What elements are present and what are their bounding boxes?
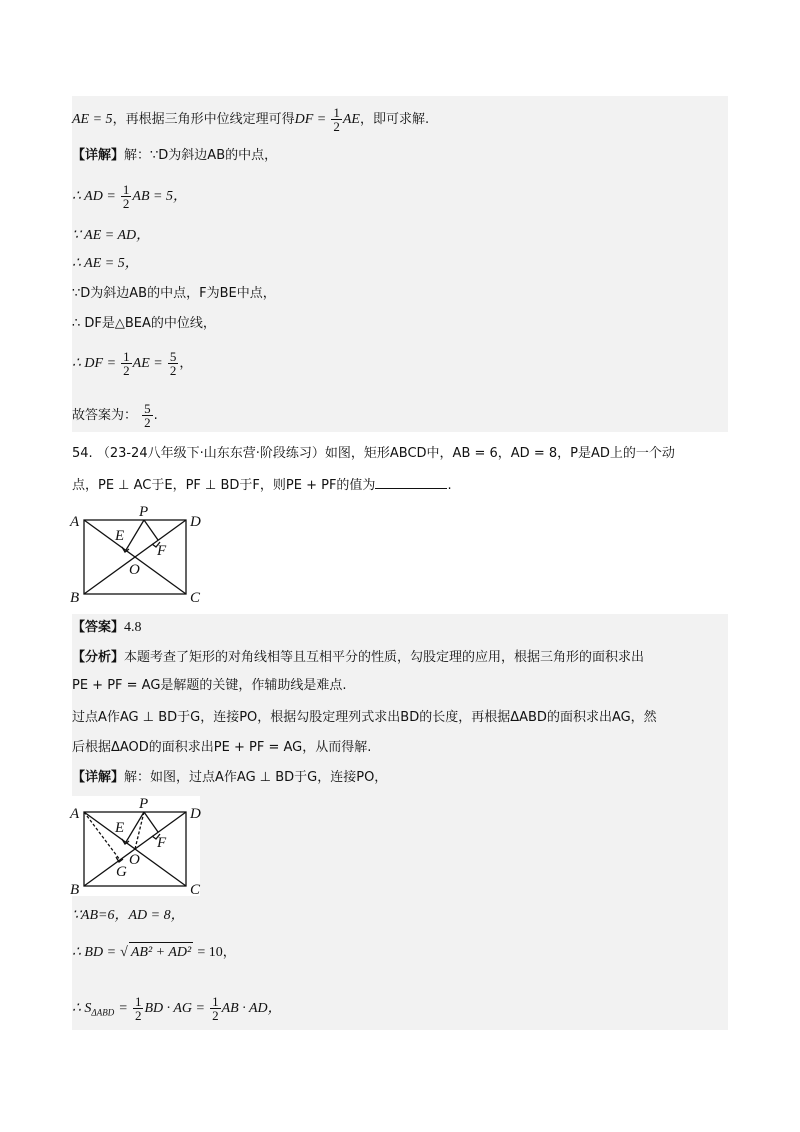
step-3: ∴ AE = 5，: [72, 256, 139, 271]
segment-pf: [144, 520, 158, 540]
label-f-2: F: [157, 835, 167, 851]
label-o-2: O: [129, 852, 140, 868]
step-5: ∴ DF是△BEA的中位线，: [72, 316, 216, 331]
fraction: $\frac{1}{2}$: [333, 105, 340, 134]
sqrt-sign: √: [120, 945, 128, 960]
q54-stem-1: 54. （23-24八年级下·山东东营·阶段练习）如图，矩形ABCD中，AB = 6，AD = 8，P是AD上的一个动: [72, 446, 675, 461]
label-o: O: [129, 562, 140, 578]
analysis-1: 【分析】本题考查了矩形的对角线相等且互相平分的性质，勾股定理的应用，根据三角形的面积求出: [72, 650, 645, 665]
calc-1: ∵AB=6，AD = 8，: [72, 908, 185, 923]
detail-2: 【详解】解：如图，过点A作AG ⊥ BD于G，连接PO，: [72, 770, 388, 785]
label-p: P: [139, 504, 149, 520]
detail-label-2: 【详解】: [72, 770, 125, 785]
figure-rectangle-2: [66, 796, 216, 900]
segment-pf-2: [144, 812, 158, 832]
label-a: A: [70, 514, 80, 530]
label-a-2: A: [70, 806, 80, 822]
label-g: G: [116, 864, 127, 880]
analysis-4: 后根据ΔAOD的面积求出PE + PF = AG，从而得解.: [72, 740, 372, 755]
answer-row: [72, 618, 142, 638]
label-b: B: [70, 590, 80, 606]
step-6: ∴ DF = $\frac{1}{2}$ AE = $\frac{5}{2}$ ，: [72, 349, 193, 378]
label-p-2: P: [139, 796, 149, 812]
label-d: D: [190, 514, 201, 530]
step-2: ∵ AE = AD，: [72, 228, 151, 243]
label-e: E: [115, 528, 125, 544]
analysis-label: 【分析】: [72, 650, 125, 665]
detail-line: 【详解】解：∵D为斜边AB的中点，: [72, 148, 278, 163]
segment-pe-2: [126, 812, 144, 842]
sqrt-body: AB² + AD²: [129, 942, 193, 963]
answer-label: 【答案】: [72, 620, 125, 635]
answer-line: 故答案为： $\frac{5}{2}$ .: [72, 401, 158, 430]
label-e-2: E: [115, 820, 125, 836]
calc-2: ∴ BD = √ AB² + AD² = 10，: [72, 942, 236, 963]
figure-rectangle-1: [66, 500, 216, 606]
step-4: ∵D为斜边AB的中点，F为BE中点，: [72, 286, 276, 301]
analysis-3: 过点A作AG ⊥ BD于G，连接PO，根据勾股定理列式求出BD的长度，再根据ΔABD的面积求出AG，然: [72, 710, 657, 725]
label-b-2: B: [70, 882, 80, 898]
answer-value: 4.8: [124, 620, 142, 635]
analysis-2: PE + PF = AG是解题的关键，作辅助线是难点.: [72, 678, 347, 693]
q54-stem-2: 点，PE ⊥ AC于E，PF ⊥ BD于F，则PE + PF的值为 .: [72, 474, 452, 496]
label-d-2: D: [190, 806, 201, 822]
ae-eq: AE = 5: [72, 112, 113, 127]
top-line-1: AE = 5，再根据三角形中位线定理可得DF = $\frac{1}{2}$ AE，即可求解.: [72, 105, 430, 134]
answer-blank: [375, 474, 447, 489]
label-c-2: C: [190, 882, 201, 898]
detail-label: 【详解】: [72, 148, 125, 163]
calc-3: ∴ $S_{\Delta ABD}$ = $\frac{1}{2}$ BD · AG = $\frac{1}{2}$ AB · AD，: [72, 994, 282, 1023]
step-1: ∴ AD = $\frac{1}{2}$ AB = 5，: [72, 182, 187, 211]
segment-pe: [126, 520, 144, 550]
label-c: C: [190, 590, 201, 606]
label-f: F: [157, 543, 167, 559]
